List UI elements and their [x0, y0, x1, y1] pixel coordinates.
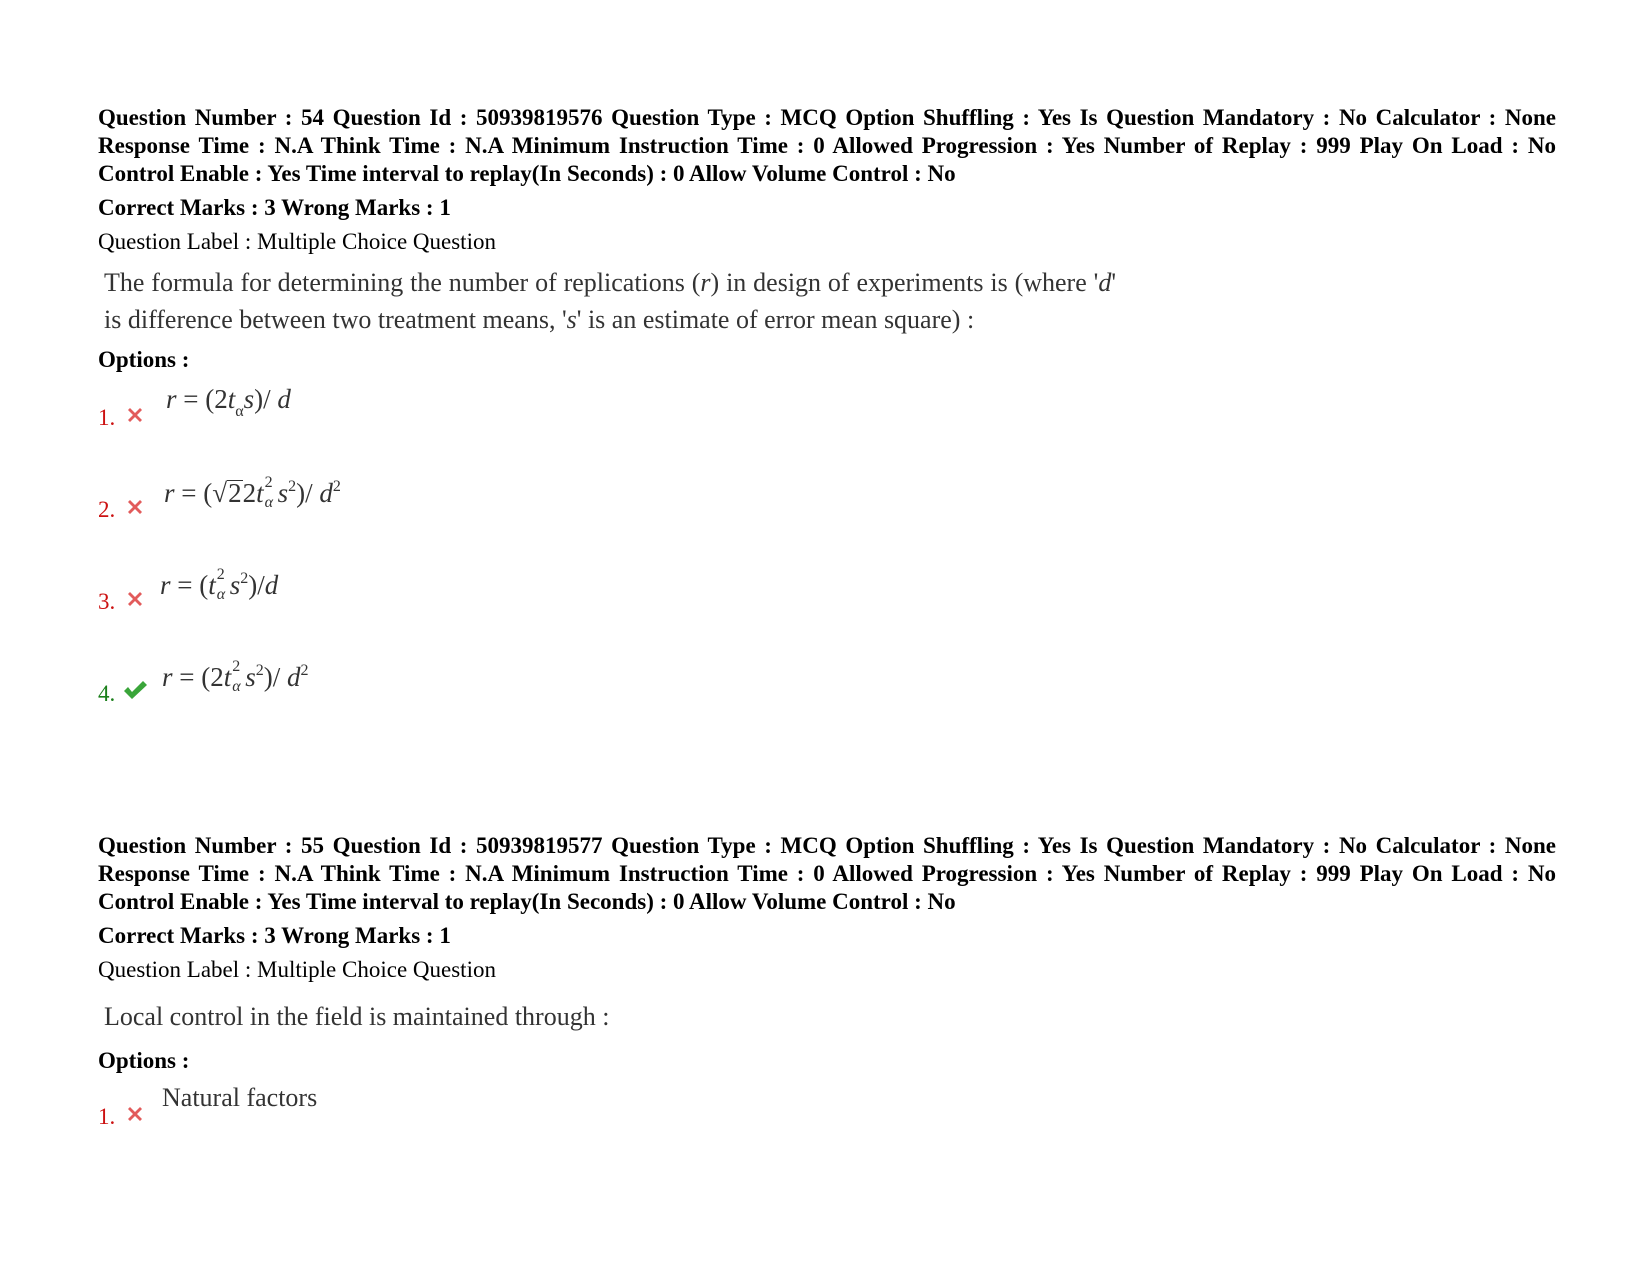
formula-sub: α — [264, 493, 273, 511]
formula-text: = (2 — [176, 384, 228, 414]
formula-radicand: 2 — [228, 478, 242, 508]
formula-sup: 2 — [288, 478, 297, 495]
question-meta: Question Number : 55 Question Id : 50939819577 Question Type : MCQ Option Shuffling : Yes Is Question Mandatory : No Calculator : None Response Time : N.A Think Time : N.A Minimum Instruction Time : 0 Allowed Progression : Yes Number of Replay : 999 Play On Load : No Control Enable : Yes Time interval to replay(In Seconds) : 0 Allow Volume Control : No — [98, 833, 1556, 914]
formula-text: )/ — [296, 478, 313, 508]
formula-option-4 — [162, 657, 309, 695]
formula-var: t — [256, 478, 264, 508]
cross-icon — [124, 588, 146, 610]
question-54 — [98, 104, 1568, 752]
option-text: Natural factors — [162, 1083, 318, 1112]
stem-var-d: d — [1098, 268, 1112, 297]
formula-var: d — [319, 478, 333, 508]
option-number: 2. — [98, 497, 116, 522]
option-2 — [98, 473, 1568, 568]
formula-supsub — [216, 565, 229, 603]
stem-text: The formula for determining the number of replications ( — [104, 268, 701, 297]
formula-text: )/ — [263, 662, 281, 692]
check-icon — [122, 678, 148, 702]
formula-var: d — [264, 570, 279, 600]
formula-var: s — [245, 662, 256, 692]
formula-text: = ( — [170, 570, 209, 600]
formula-var: r — [162, 662, 173, 692]
formula-option-1 — [166, 384, 291, 420]
formula-sup: 2 — [232, 657, 241, 675]
formula-sup: 2 — [332, 478, 341, 495]
stem-var-s: s — [566, 305, 577, 334]
formula-sub: α — [232, 677, 241, 695]
formula-root: √ — [212, 478, 228, 508]
formula-var: s — [229, 570, 241, 600]
formula-var: r — [166, 384, 177, 414]
formula-text: = (2 — [172, 662, 224, 692]
options-list — [98, 384, 1568, 752]
question-stem: Local control in the field is maintained through : — [104, 1002, 610, 1031]
formula-var: t — [227, 384, 236, 414]
formula-var: d — [287, 662, 301, 692]
formula-sub: α — [235, 403, 244, 420]
formula-var: t — [208, 570, 216, 600]
stem-text: ' is difference between two treatment means, ' — [104, 268, 1116, 334]
cross-icon — [124, 1103, 146, 1125]
formula-var: t — [223, 662, 232, 692]
options-list — [98, 1083, 1556, 1175]
stem-text: ' is an estimate of error mean square) : — [576, 305, 975, 334]
formula-sup: 2 — [255, 662, 264, 679]
formula-option-3 — [160, 565, 279, 603]
formula-sup: 2 — [300, 662, 309, 679]
formula-supsub — [264, 473, 277, 511]
question-stem — [104, 264, 1116, 338]
option-number: 3. — [98, 589, 116, 614]
document-page — [98, 104, 1568, 1129]
cross-icon — [124, 404, 146, 426]
option-1 — [98, 1083, 1556, 1175]
option-number: 4. — [98, 681, 116, 706]
formula-option-2 — [164, 473, 341, 511]
question-label: Question Label : Multiple Choice Question — [98, 229, 496, 254]
stem-var-r: r — [700, 268, 711, 297]
formula-sup: 2 — [264, 473, 273, 491]
formula-var: d — [277, 384, 291, 414]
formula-sub: α — [216, 585, 226, 603]
question-meta: Question Number : 54 Question Id : 50939819576 Question Type : MCQ Option Shuffling : Yes Is Question Mandatory : No Calculator : None Response Time : N.A Think Time : N.A Minimum Instruction Time : 0 Allowed Progression : Yes Number of Replay : 999 Play On Load : No Control Enable : Yes Time interval to replay(In Seconds) : 0 Allow Volume Control : No — [98, 105, 1556, 186]
formula-text: = ( — [174, 478, 213, 508]
question-label: Question Label : Multiple Choice Question — [98, 957, 496, 982]
options-title: Options : — [98, 1048, 190, 1073]
options-title: Options : — [98, 347, 190, 372]
question-marks: Correct Marks : 3 Wrong Marks : 1 — [98, 195, 451, 220]
formula-var: r — [164, 478, 175, 508]
option-number: 1. — [98, 1104, 116, 1129]
formula-sup: 2 — [216, 565, 225, 583]
formula-text: )/ — [254, 384, 271, 414]
option-4 — [98, 657, 1568, 752]
option-3 — [98, 565, 1568, 660]
cross-icon — [124, 496, 146, 518]
question-55 — [98, 832, 1556, 1175]
option-number: 1. — [98, 405, 116, 430]
formula-sup: 2 — [240, 570, 249, 587]
formula-text: )/ — [248, 570, 265, 600]
formula-supsub — [232, 657, 244, 695]
formula-text: 2 — [242, 478, 257, 508]
formula-var: s — [243, 384, 255, 414]
formula-var: r — [160, 570, 171, 600]
option-1 — [98, 384, 1568, 476]
question-marks: Correct Marks : 3 Wrong Marks : 1 — [98, 923, 451, 948]
formula-var: s — [277, 478, 289, 508]
stem-text: ) in design of experiments is (where ' — [710, 268, 1099, 297]
